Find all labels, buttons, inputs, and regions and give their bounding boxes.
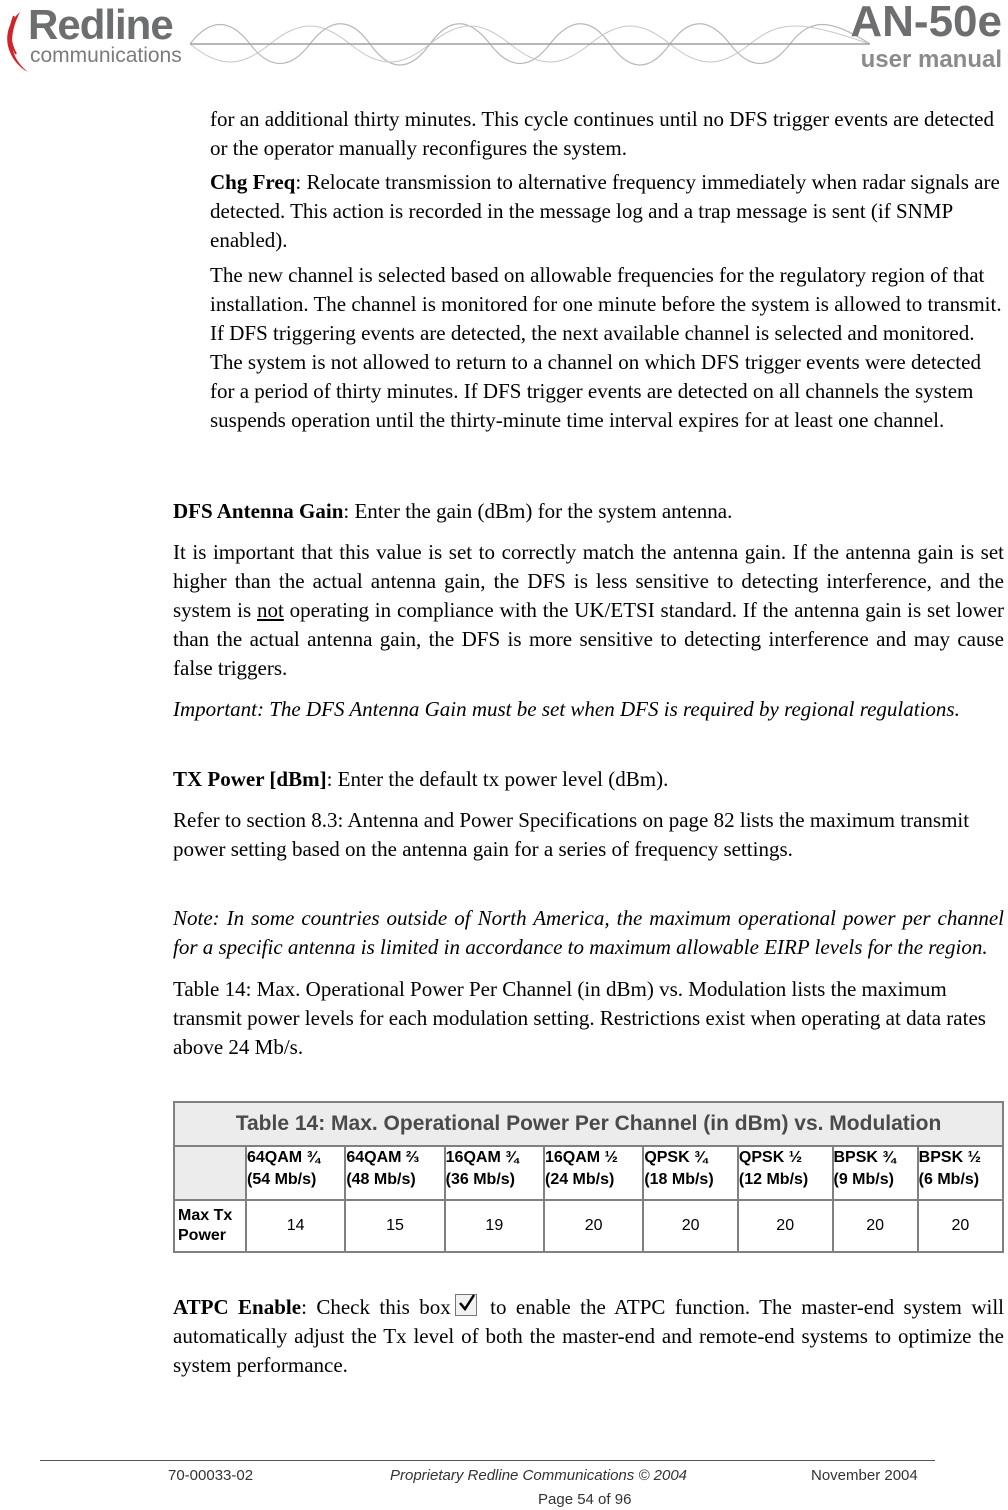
modulation-name: QPSK ¾ bbox=[644, 1149, 708, 1166]
table-cell: 19 bbox=[445, 1200, 544, 1252]
footer-proprietary: Proprietary Redline Communications © 2004 bbox=[390, 1467, 688, 1484]
column-header bbox=[345, 1146, 444, 1200]
modulation-name: 16QAM ½ bbox=[544, 1149, 618, 1166]
tx-power-label: TX Power [dBm] bbox=[173, 767, 327, 791]
table-caption: Table 14: Max. Operational Power Per Channel (in dBm) vs. Modulation bbox=[174, 1102, 1003, 1146]
paragraph-thirty-minutes: for an additional thirty minutes. This cycle continues until no DFS trigger events are detected or the operator manually reconfigures the system. bbox=[210, 107, 995, 160]
footer-date: November 2004 bbox=[811, 1467, 918, 1484]
table-cell: 20 bbox=[833, 1200, 918, 1252]
row-label bbox=[174, 1200, 246, 1252]
modulation-name: BPSK ¾ bbox=[833, 1149, 896, 1166]
data-rate: (54 Mb/s) bbox=[247, 1171, 317, 1188]
data-rate: (48 Mb/s) bbox=[346, 1171, 416, 1188]
antenna-gain-text-a: It is important that this value is set to correctly match the antenna gain. If the antenna gain is set higher than the actual antenna gain, the DFS is less sensitive to detecting interference, and the system is bbox=[173, 540, 1004, 622]
column-header bbox=[544, 1146, 643, 1200]
column-header bbox=[445, 1146, 544, 1200]
data-rate: (36 Mb/s) bbox=[445, 1171, 515, 1188]
paragraph-eirp-note: Note: In some countries outside of North America, the maximum operational power per channel for a specific antenna is limited in accordance to maximum allowable EIRP levels for the region. bbox=[173, 906, 1004, 959]
footer-doc-number: 70-00033-02 bbox=[168, 1467, 254, 1484]
table-cell: 20 bbox=[918, 1200, 1003, 1252]
data-rate: (12 Mb/s) bbox=[738, 1171, 809, 1188]
data-rate: (18 Mb/s) bbox=[644, 1171, 714, 1188]
column-header bbox=[643, 1146, 738, 1200]
modulation-name: 16QAM ¾ bbox=[445, 1149, 519, 1166]
atpc-text-b: to enable the ATPC function. The master-end system will automatically adjust the Tx level of both the master-end and remote-end systems to optimize the system performance. bbox=[173, 1295, 1004, 1377]
footer-page-number: Page 54 of 96 bbox=[538, 1491, 632, 1508]
row-label-line-2: Power bbox=[178, 1227, 227, 1244]
modulation-name: BPSK ½ bbox=[918, 1149, 981, 1166]
important-note: Important: The DFS Antenna Gain must be set when DFS is required by regional regulations. bbox=[173, 697, 960, 721]
brand-name: Redline bbox=[28, 1, 173, 48]
paragraph-dfs-antenna-gain bbox=[173, 497, 1004, 526]
table-header-row bbox=[174, 1146, 1003, 1200]
chg-freq-description: : Relocate transmission to alternative frequency immediately when radar signals are detected. This action is recorded in the message log and a trap message is sent (if SNMP enabled). bbox=[210, 170, 1000, 252]
modulation-name: 64QAM ¾ bbox=[247, 1149, 320, 1166]
table-row bbox=[174, 1200, 1003, 1252]
paragraph-antenna-gain-importance bbox=[173, 538, 1004, 683]
brand-subtitle: communications bbox=[30, 44, 182, 67]
data-rate: (6 Mb/s) bbox=[918, 1171, 980, 1188]
table-corner-cell bbox=[174, 1146, 246, 1200]
footer-divider bbox=[40, 1460, 935, 1461]
paragraph-atpc-enable bbox=[173, 1293, 1004, 1380]
modulation-name: QPSK ½ bbox=[738, 1149, 803, 1166]
dfs-antenna-gain-label: DFS Antenna Gain bbox=[173, 499, 344, 523]
column-header bbox=[738, 1146, 833, 1200]
atpc-text-a: : Check this box bbox=[301, 1295, 451, 1319]
column-header bbox=[833, 1146, 918, 1200]
checkbox-icon bbox=[455, 1294, 477, 1316]
document-title: AN-50e bbox=[850, 0, 1002, 46]
tx-power-description: : Enter the default tx power level (dBm). bbox=[326, 767, 669, 791]
modulation-name: 64QAM ⅔ bbox=[346, 1149, 420, 1166]
antenna-gain-text-b: operating in compliance with the UK/ETSI standard. If the antenna gain is set lower than the actual antenna gain, the DFS is more sensitive to detecting interference and may cause false triggers. bbox=[173, 598, 1004, 680]
paragraph-chg-freq bbox=[210, 168, 1004, 255]
paragraph-refer-section: Refer to section 8.3: Antenna and Power Specifications on page 82 lists the maximum transmit power setting based on the antenna gain for a series of frequency settings. bbox=[173, 808, 970, 861]
column-header bbox=[246, 1146, 345, 1200]
signal-wave-decoration bbox=[190, 8, 870, 78]
paragraph-new-channel: The new channel is selected based on allowable frequencies for the regulatory region of that installation. The channel is monitored for one minute before the system is allowed to transmit. If DFS triggering events are detected, the next available channel is selected and monitored. The system is not allowed to return to a channel on which DFS trigger events were detected for a period of thirty minutes. If DFS trigger events are detected on all channels the system suspends operation until the thirty-minute time interval expires for at least one channel. bbox=[210, 263, 1002, 432]
paragraph-table-intro: Table 14: Max. Operational Power Per Channel (in dBm) vs. Modulation lists the maximum transmit power levels for each modulation setting. Restrictions exist when operating at data rates above 24 Mb/s. bbox=[173, 977, 986, 1059]
data-rate: (9 Mb/s) bbox=[833, 1171, 894, 1188]
dfs-antenna-gain-description: : Enter the gain (dBm) for the system antenna. bbox=[343, 499, 733, 523]
row-label-line-1: Max Tx bbox=[178, 1207, 233, 1224]
data-rate: (24 Mb/s) bbox=[544, 1171, 615, 1188]
chg-freq-label: Chg Freq bbox=[210, 170, 296, 194]
table-caption-row bbox=[174, 1102, 1003, 1146]
table-cell: 15 bbox=[345, 1200, 444, 1252]
page-header bbox=[0, 0, 1008, 80]
column-header bbox=[918, 1146, 1003, 1200]
document-subtitle: user manual bbox=[860, 46, 1002, 73]
paragraph-tx-power bbox=[173, 765, 1004, 794]
table-cell: 20 bbox=[738, 1200, 833, 1252]
not-emphasis: not bbox=[257, 598, 284, 622]
table-cell: 20 bbox=[643, 1200, 738, 1252]
atpc-enable-label: ATPC Enable bbox=[173, 1295, 302, 1319]
power-modulation-table bbox=[173, 1101, 1004, 1253]
table-cell: 14 bbox=[246, 1200, 345, 1252]
table-cell: 20 bbox=[544, 1200, 643, 1252]
